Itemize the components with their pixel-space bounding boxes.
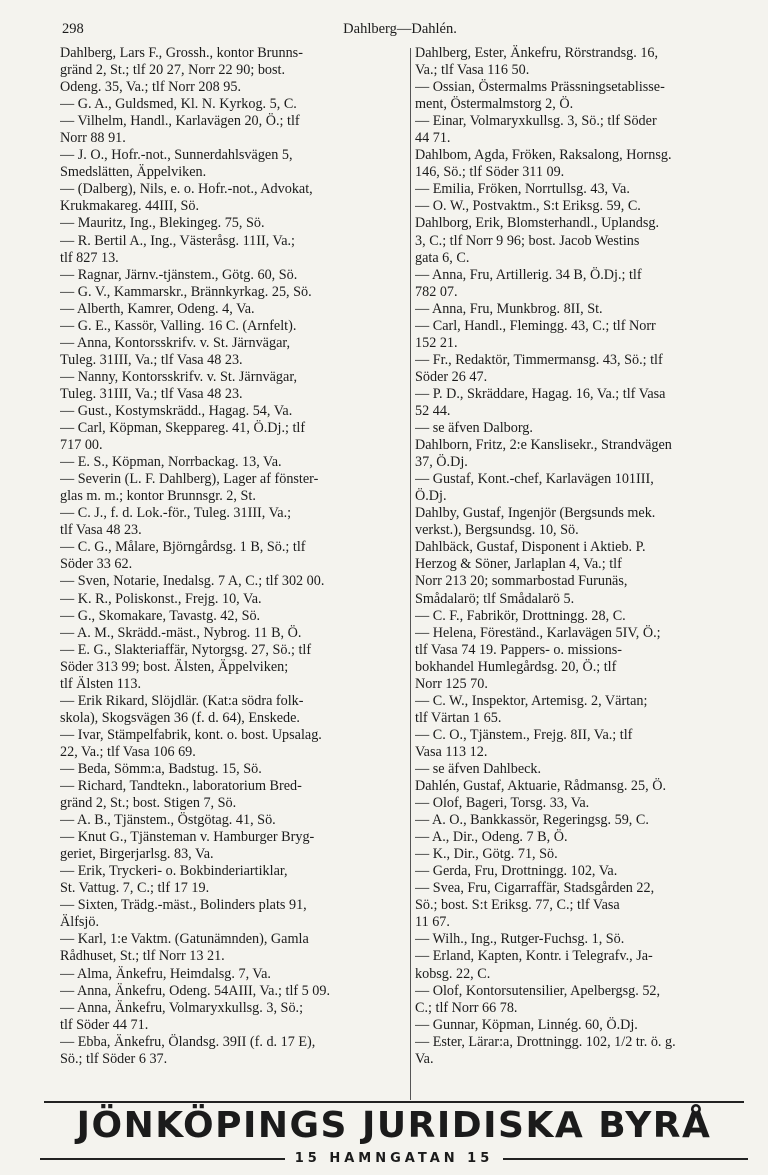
entry-line: — J. O., Hofr.-not., Sunnerdahlsvägen 5, [60, 147, 293, 164]
entry-line: — Wilh., Ing., Rutger-Fuchsg. 1, Sö. [415, 931, 625, 948]
entry-line: — A., Dir., Odeng. 7 B, Ö. [415, 829, 568, 846]
entry-line: glas m. m.; kontor Brunnsgr. 2, St. [60, 488, 256, 505]
entry-line: — Gust., Kostymskrädd., Hagag. 54, Va. [60, 402, 293, 419]
entry-line: Tuleg. 31III, Va.; tlf Vasa 48 23. [60, 385, 243, 402]
right-column [415, 45, 755, 1068]
entry-line: bokhandel Humlegårdsg. 20, Ö.; tlf [415, 658, 617, 675]
entry-line: Söder 313 99; bost. Älsten, Äppelviken; [60, 658, 289, 675]
entry-line: Va.; tlf Vasa 116 50. [415, 62, 530, 79]
entry-line: — C. G., Målare, Björngårdsg. 1 B, Sö.; tlf [60, 539, 306, 556]
entry-line: Vasa 113 12. [415, 743, 488, 760]
entry-line: Dahlbom, Agda, Fröken, Raksalong, Hornsg. [415, 147, 672, 164]
entry-line: tlf Vasa 74 19. Pappers- o. missions- [415, 641, 623, 658]
entry-line: C.; tlf Norr 66 78. [415, 999, 518, 1016]
entry-line: tlf Söder 44 71. [60, 1016, 149, 1033]
entry-line: ment, Östermalmstorg 2, Ö. [415, 96, 574, 113]
entry-line: Herzog & Söner, Jarlaplan 4, Va.; tlf [415, 556, 622, 573]
entry-line: gränd 2, St.; bost. Stigen 7, Sö. [60, 795, 237, 812]
entry-line: — Sixten, Trädg.-mäst., Bolinders plats 91, [60, 897, 307, 914]
entry-line: — Olof, Bageri, Torsg. 33, Va. [415, 795, 590, 812]
entry-line: — Ossian, Östermalms Prässningsetablisse- [415, 79, 665, 96]
entry-line: — G., Skomakare, Tavastg. 42, Sö. [60, 607, 261, 624]
entry-line: kobsg. 22, C. [415, 965, 491, 982]
entry-line: 37, Ö.Dj. [415, 454, 468, 471]
entry-line: — O. W., Postvaktm., S:t Eriksg. 59, C. [415, 198, 641, 215]
entry-line: — E. G., Slakteriaffär, Nytorgsg. 27, Sö.; tlf [60, 641, 312, 658]
entry-line: gränd 2, St.; tlf 20 27, Norr 22 90; bost. [60, 62, 286, 79]
entry-line: — Erik Rikard, Slöjdlär. (Kat:a södra folk- [60, 692, 304, 709]
entry-line: — Gerda, Fru, Drottningg. 102, Va. [415, 863, 618, 880]
entry-line: 146, Sö.; tlf Söder 311 09. [415, 164, 565, 181]
entry-line: — Gunnar, Köpman, Linnég. 60, Ö.Dj. [415, 1016, 638, 1033]
entry-line: Dahlborg, Erik, Blomsterhandl., Uplandsg. [415, 215, 660, 232]
entry-line: — Severin (L. F. Dahlberg), Lager af fönster- [60, 471, 319, 488]
entry-line: — A. M., Skrädd.-mäst., Nybrog. 11 B, Ö. [60, 624, 302, 641]
ad-address: 15 HAMNGATAN 15 [294, 1151, 494, 1166]
entry-line: — Helena, Föreständ., Karlavägen 5IV, Ö.; [415, 624, 661, 641]
ad-right-rule [503, 1158, 748, 1160]
entry-line: Rådhuset, St.; tlf Norr 13 21. [60, 948, 225, 965]
entry-line: — K., Dir., Götg. 71, Sö. [415, 846, 558, 863]
entry-line: 3, C.; tlf Norr 9 96; bost. Jacob Westins [415, 232, 640, 249]
entry-line: Smedslätten, Äppelviken. [60, 164, 207, 181]
entry-line: gata 6, C. [415, 249, 470, 266]
entry-line: — C. O., Tjänstem., Frejg. 8II, Va.; tlf [415, 726, 633, 743]
entry-line: — Carl, Köpman, Skeppareg. 41, Ö.Dj.; tlf [60, 420, 306, 437]
entry-line: — Carl, Handl., Flemingg. 43, C.; tlf Norr [415, 317, 656, 334]
entry-line: — Ebba, Änkefru, Ölandsg. 39II (f. d. 17 E), [60, 1033, 316, 1050]
page-header [62, 21, 738, 43]
entry-line: — Ester, Lärar:a, Drottningg. 102, 1/2 tr. ö. g. [415, 1033, 676, 1050]
entry-line: 782 07. [415, 283, 458, 300]
entry-line: St. Vattug. 7, C.; tlf 17 19. [60, 880, 210, 897]
entry-line: — Emilia, Fröken, Norrtullsg. 43, Va. [415, 181, 630, 198]
column-divider [410, 48, 411, 1100]
entry-line: Dahlborn, Fritz, 2:e Kanslisekr., Strandvägen [415, 437, 672, 454]
entry-line: — se äfven Dahlbeck. [415, 760, 542, 777]
entry-line: Dahlberg, Lars F., Grossh., kontor Brunns- [60, 45, 303, 61]
entry-line: — Ivar, Stämpelfabrik, kont. o. bost. Upsalag. [60, 726, 322, 743]
entry-line: — Nanny, Kontorsskrifv. v. St. Järnvägar, [60, 368, 298, 385]
page-title: Dahlberg—Dahlén. [343, 21, 457, 37]
entry-line: Söder 33 62. [60, 556, 133, 573]
entry-line: — Sven, Notarie, Inedalsg. 7 A, C.; tlf 302 00. [60, 573, 325, 590]
entry-line: tlf 827 13. [60, 249, 119, 266]
entry-line: Dahlberg, Ester, Änkefru, Rörstrandsg. 16, [415, 45, 659, 61]
entry-line: Dahlén, Gustaf, Aktuarie, Rådmansg. 25, Ö. [415, 778, 666, 795]
entry-line: — Einar, Volmaryxkullsg. 3, Sö.; tlf Söder [415, 113, 657, 130]
entry-line: — Erland, Kapten, Kontr. i Telegrafv., Ja- [415, 948, 653, 965]
entry-line: Sö.; tlf Söder 6 37. [60, 1050, 168, 1067]
entry-line: Norr 213 20; sommarbostad Furunäs, [415, 573, 628, 590]
entry-line: verkst.), Bergsundsg. 10, Sö. [415, 522, 579, 539]
entry-line: Smådalarö; tlf Smådalarö 5. [415, 590, 575, 607]
entry-line: 52 44. [415, 402, 451, 419]
entry-line: — Knut G., Tjänsteman v. Hamburger Bryg- [60, 829, 315, 846]
entry-line: geriet, Birgerjarlsg. 83, Va. [60, 846, 214, 863]
entry-line: Odeng. 35, Va.; tlf Norr 208 95. [60, 79, 241, 96]
ad-top-rule [44, 1101, 744, 1103]
page-number: 298 [62, 21, 84, 37]
entry-line: — A. B., Tjänstem., Östgötag. 41, Sö. [60, 812, 276, 829]
entry-line: — Anna, Fru, Munkbrog. 8II, St. [415, 300, 603, 317]
entry-line: — G. E., Kassör, Valling. 16 C. (Arnfelt). [60, 317, 297, 334]
entry-line: — Ragnar, Järnv.-tjänstem., Götg. 60, Sö. [60, 266, 298, 283]
entry-line: 44 71. [415, 130, 451, 147]
entry-line: — Anna, Fru, Artillerig. 34 B, Ö.Dj.; tlf [415, 266, 642, 283]
entry-line: — Anna, Änkefru, Odeng. 54AIII, Va.; tlf 5 09. [60, 982, 331, 999]
entry-line: 22, Va.; tlf Vasa 106 69. [60, 743, 196, 760]
entry-line: — Fr., Redaktör, Timmermansg. 43, Sö.; tlf [415, 351, 663, 368]
ad-left-rule [40, 1158, 285, 1160]
advertisement-footer [40, 1101, 748, 1166]
entry-line: tlf Älsten 113. [60, 675, 142, 692]
entry-line: — C. J., f. d. Lok.-för., Tuleg. 31III, Va.; [60, 505, 292, 522]
entry-line: — Beda, Sömm:a, Badstug. 15, Sö. [60, 760, 262, 777]
entry-line: Dahlby, Gustaf, Ingenjör (Bergsunds mek. [415, 505, 656, 522]
entry-line: — C. F., Fabrikör, Drottningg. 28, C. [415, 607, 626, 624]
entry-line: — Erik, Tryckeri- o. Bokbinderiartiklar, [60, 863, 288, 880]
entry-line: skola), Skogsvägen 36 (f. d. 64), Enskede. [60, 709, 300, 726]
ad-address-row [40, 1151, 748, 1166]
entry-line: — Anna, Kontorsskrifv. v. St. Järnvägar, [60, 334, 291, 351]
entry-line: — Anna, Änkefru, Volmaryxkullsg. 3, Sö.; [60, 999, 304, 1016]
entry-line: — Svea, Fru, Cigarraffär, Stadsgården 22, [415, 880, 655, 897]
entry-line: — se äfven Dalborg. [415, 420, 533, 437]
entry-line: — Olof, Kontorsutensilier, Apelbergsg. 52, [415, 982, 661, 999]
entry-line: — (Dalberg), Nils, e. o. Hofr.-not., Advokat, [60, 181, 313, 198]
entry-line: — A. O., Bankkassör, Regeringsg. 59, C. [415, 812, 649, 829]
entry-line: Älfsjö. [60, 914, 100, 931]
left-column [60, 45, 410, 1068]
entry-line: — G. A., Guldsmed, Kl. N. Kyrkog. 5, C. [60, 96, 297, 113]
entry-line: — R. Bertil A., Ing., Västeråsg. 11II, Va.; [60, 232, 295, 249]
entry-line: — Mauritz, Ing., Blekingeg. 75, Sö. [60, 215, 265, 232]
entry-line: — Alma, Änkefru, Heimdalsg. 7, Va. [60, 965, 271, 982]
entry-line: Ö.Dj. [415, 488, 447, 505]
entry-line: Söder 26 47. [415, 368, 488, 385]
entry-line: — Alberth, Kamrer, Odeng. 4, Va. [60, 300, 255, 317]
entry-line: — E. S., Köpman, Norrbackag. 13, Va. [60, 454, 282, 471]
entry-line: Krukmakareg. 44III, Sö. [60, 198, 200, 215]
entry-line: — G. V., Kammarskr., Brännkyrkag. 25, Sö. [60, 283, 312, 300]
entry-line: — C. W., Inspektor, Artemisg. 2, Värtan; [415, 692, 648, 709]
entry-line: 152 21. [415, 334, 458, 351]
entry-line: tlf Värtan 1 65. [415, 709, 502, 726]
entry-line: — Karl, 1:e Vaktm. (Gatunämnden), Gamla [60, 931, 309, 948]
entry-line: Va. [415, 1050, 434, 1067]
entry-line: 11 67. [415, 914, 450, 931]
entry-line: Sö.; bost. S:t Eriksg. 77, C.; tlf Vasa [415, 897, 620, 914]
entry-line: — K. R., Poliskonst., Frejg. 10, Va. [60, 590, 262, 607]
entry-line: Norr 88 91. [60, 130, 126, 147]
entry-line: — Richard, Tandtekn., laboratorium Bred- [60, 778, 302, 795]
entry-line: Dahlbäck, Gustaf, Disponent i Aktieb. P. [415, 539, 646, 556]
entry-line: Norr 125 70. [415, 675, 488, 692]
entry-line: — Gustaf, Kont.-chef, Karlavägen 101III, [415, 471, 654, 488]
ad-title: JÖNKÖPINGS JURIDISKA BYRÅ [76, 1105, 712, 1146]
entry-line: tlf Vasa 48 23. [60, 522, 142, 539]
entry-line: — Vilhelm, Handl., Karlavägen 20, Ö.; tlf [60, 113, 300, 130]
entry-line: Tuleg. 31III, Va.; tlf Vasa 48 23. [60, 351, 243, 368]
entry-line: — P. D., Skräddare, Hagag. 16, Va.; tlf Vasa [415, 385, 666, 402]
entry-line: 717 00. [60, 437, 103, 454]
